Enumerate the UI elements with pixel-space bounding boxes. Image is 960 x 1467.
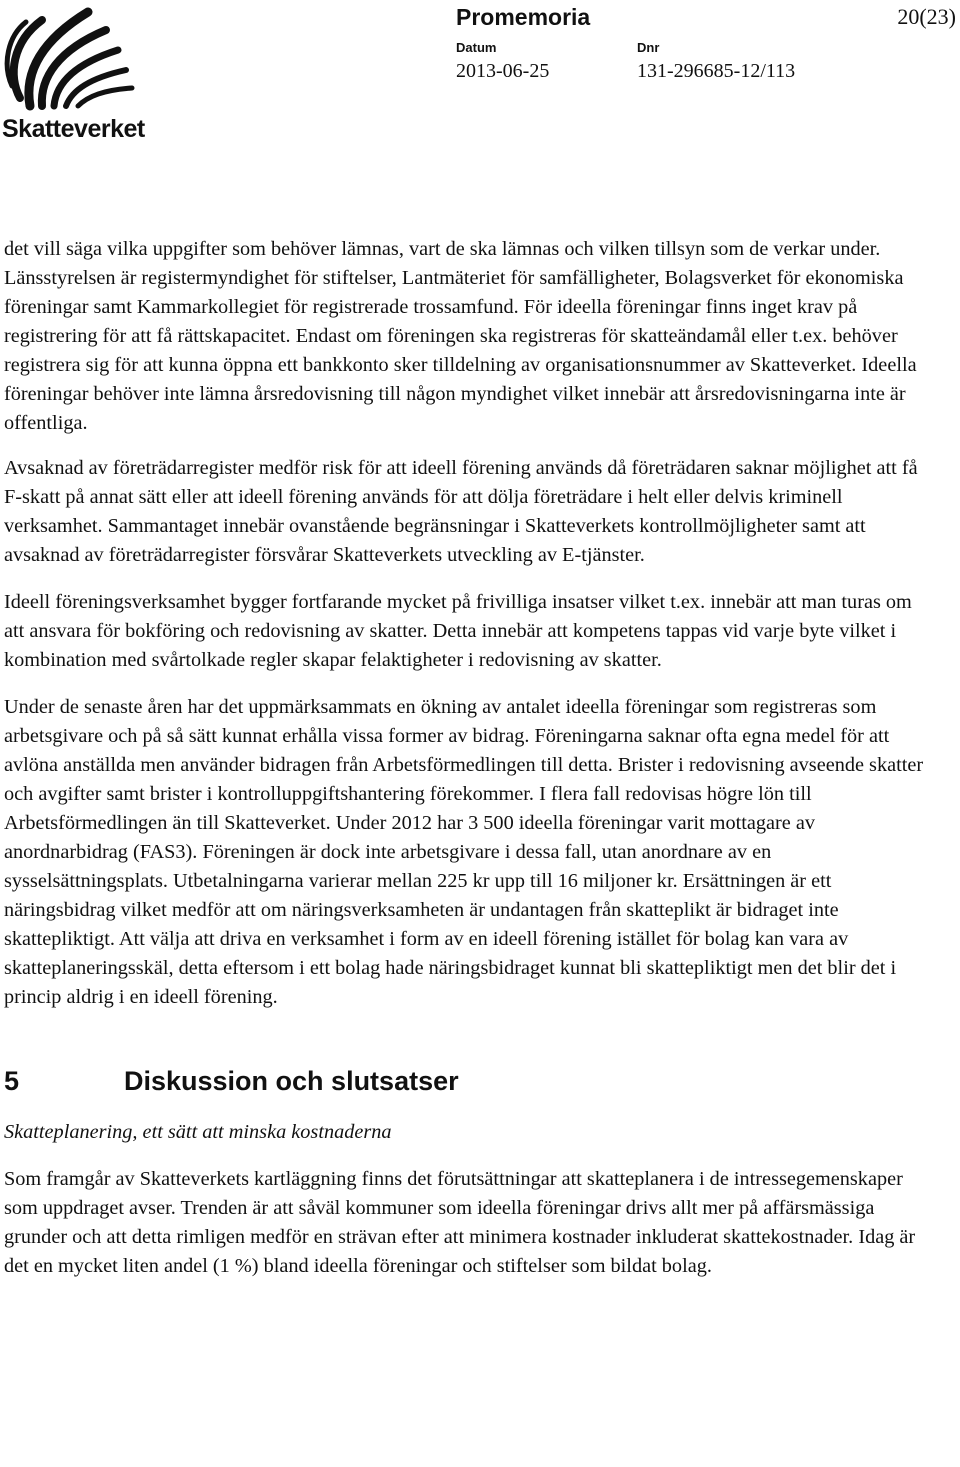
section-title: Diskussion och slutsatser — [124, 1066, 459, 1096]
document-title: Promemoria — [456, 4, 591, 30]
subheading: Skatteplanering, ett sätt att minska kostnaderna — [4, 1121, 392, 1143]
paragraph: Under de senaste åren har det uppmärksammats en ökning av antalet ideella föreningar som registreras som arbetsgivare och på så sätt kunnat erhålla vissa former av bidrag. Föreningarna saknar ofta egna medel för att avlöna anställda men använder bidragen från Arbetsförmedlingen till detta. Brister i redovisning avseende skatter och avgifter samt brister i kontrolluppgiftshantering förekommer. I flera fall redovisas högre lön till Arbetsförmedlingen än till Skatteverket. Under 2012 har 3 500 ideella föreningar varit mottagare av anordnarbidrag (FAS3). Föreningen är dock inte arbetsgivare i dessa fall, utan anordnare av en sysselsättningsplats. Utbetalningarna varierar mellan 225 kr upp till 16 miljoner kr. Ersättningen är ett näringsbidrag vilket medför att om näringsverksamheten är undantagen från skatteplikt är bidraget inte skattepliktigt. Att välja att driva en verksamhet i form av en ideell förening istället för bolag kan vara av skatteplaneringsskäl, detta eftersom i ett bolag hade näringsbidraget kunnat bli skattepliktigt men det blir det i princip aldrig i en ideell förening. — [4, 696, 924, 1008]
dnr-value: 131-296685-12/113 — [637, 60, 796, 82]
paragraph: det vill säga vilka uppgifter som behöver lämnas, vart de ska lämnas och vilken tillsyn som de verkar under. Länsstyrelsen är registermyndighet för stiftelser, Lantmäteriet för samfälligheter, Bolagsverket för ekonomiska föreningar samt Kammarkollegiet för registrerade trossamfund. För ideella föreningar finns inget krav på registrering för att få rättskapacitet. Endast om föreningen ska registreras för skatteändamål eller t.ex. behöver registrera sig för att kunna öppna ett bankkonto sker tilldelning av organisationsnummer av Skatteverket. Ideella föreningar behöver inte lämna årsredovisning till någon myndighet vilket innebär att årsredovisningarna inte är offentliga. — [4, 238, 917, 434]
date-label: Datum — [456, 40, 497, 55]
document-body — [4, 235, 934, 1299]
section-number: 5 — [4, 1066, 20, 1096]
date-value: 2013-06-25 — [456, 60, 550, 82]
paragraph: Avsaknad av företrädarregister medför risk för att ideell förening används då företrädaren saknar möjlighet att få F-skatt på annat sätt eller att ideell förening används för att dölja företrädare i helt eller delvis kriminell verksamhet. Sammantaget innebär ovanstående begränsningar i Skatteverkets kontrollmöjligheter samt att avsaknad av företrädarregister försvårar Skatteverkets utveckling av E-tjänster. — [4, 457, 918, 566]
page-number: 20(23) — [897, 4, 956, 29]
logo-wordmark: Skatteverket — [2, 115, 145, 143]
section-heading — [4, 1064, 934, 1098]
skatteverket-logo — [2, 2, 158, 144]
dnr-label: Dnr — [637, 40, 660, 55]
paragraph: Ideell föreningsverksamhet bygger fortfarande mycket på frivilliga insatser vilket t.ex. innebär att man turas om att ansvara för bokföring och redovisning av skatter. Detta innebär att kompetens tappas vid varje byte vilket i kombination med svårtolkade regler skapar felaktigheter i redovisning av skatter. — [4, 591, 912, 671]
paragraph: Som framgår av Skatteverkets kartläggning finns det förutsättningar att skatteplanera i de intressegemenskaper som uppdraget avser. Trenden är att såväl kommuner som ideella föreningar drivs allt mer på affärsmässiga grunder och att detta rimligen medför en strävan efter att minimera kostnader inkluderat skattekostnader. Idag är det en mycket liten andel (1 %) bland ideella föreningar och stiftelser som bildat bolag. — [4, 1168, 916, 1277]
crown-swirl-icon — [2, 2, 158, 114]
